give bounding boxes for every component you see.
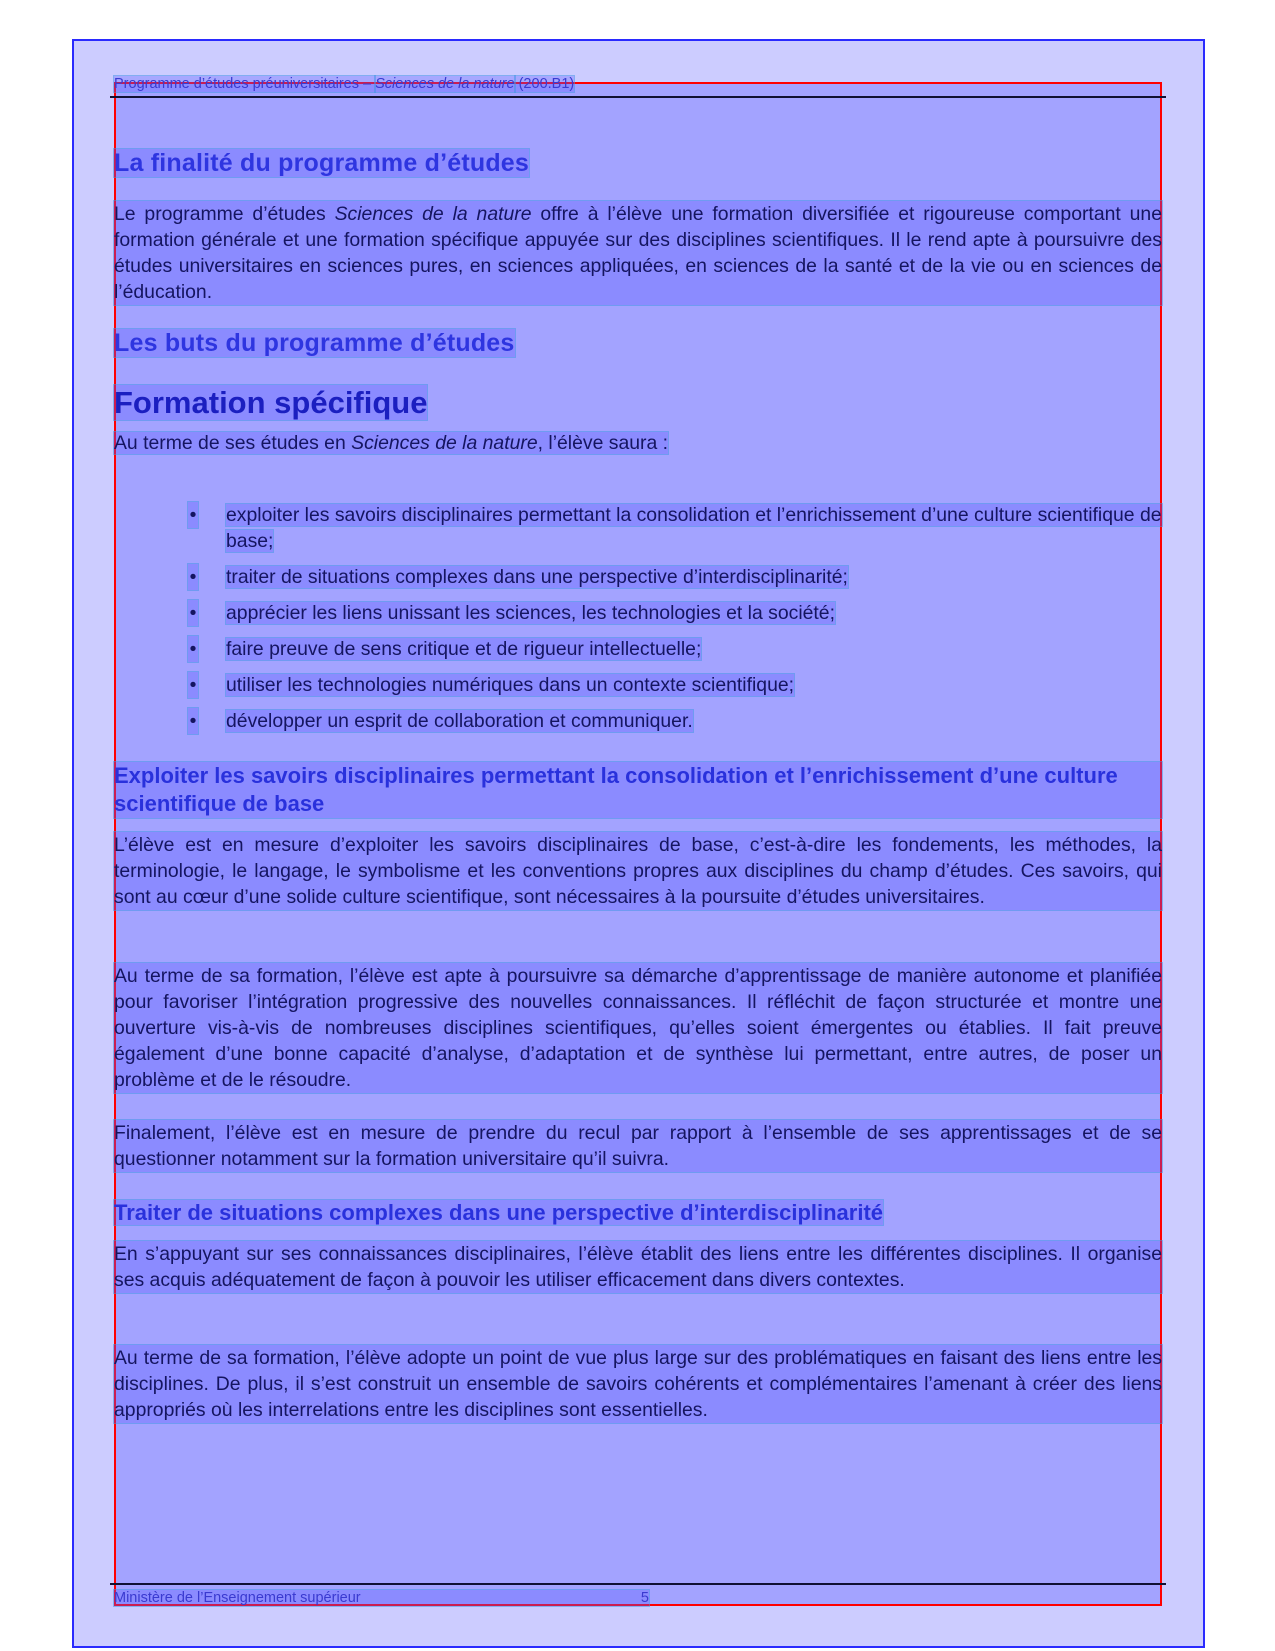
exploiter-text-3: Finalement, l’élève est en mesure de prendre du recul par rapport à l’ensemble de ses apprentissages et de se questionner notamment sur la formation universitaire qu’il suivra.	[114, 1122, 1162, 1170]
bullet-icon: •	[189, 566, 197, 588]
finalite-heading: La finalité du programme d’études	[114, 149, 529, 177]
finalite-heading-wrap	[114, 148, 1162, 178]
intro-program-name: Sciences de la nature	[351, 432, 538, 454]
exploiter-text-1: L’élève est en mesure d’exploiter les savoirs disciplinaires de base, c’est-à-dire les fondements, les méthodes, la terminologie, le langage, le symbolisme et les conventions propres aux disciplines du champ d’études. Ces savoirs, qui sont au cœur d’une solide culture scientifique, sont nécessaires à la poursuite d’études universitaires.	[114, 834, 1162, 908]
header-rule	[110, 96, 1166, 98]
bullet-icon: •	[189, 602, 197, 624]
bullet-icon: •	[189, 674, 197, 696]
finalite-paragraph	[114, 201, 1162, 305]
exploiter-heading-wrap	[114, 762, 1162, 818]
finalite-text-start: Le programme d’études	[114, 203, 335, 225]
traiter-heading: Traiter de situations complexes dans une perspective d’interdisciplinarité	[114, 1200, 884, 1225]
intro-end: , l’élève saura :	[537, 432, 669, 454]
running-footer	[114, 1590, 649, 1606]
list-item	[188, 600, 1162, 626]
exploiter-paragraph-1	[114, 832, 1162, 910]
exploiter-heading: Exploiter les savoirs disciplinaires permettant la consolidation et l’enrichissement d’une culture scientifique de base	[114, 762, 1162, 818]
traiter-text-1: En s’appuyant sur ses connaissances disciplinaires, l’élève établit des liens entre les différentes disciplines. Il organise ses acquis adéquatement de façon à pouvoir les utiliser efficacement dans divers contextes.	[114, 1243, 1162, 1291]
list-item	[188, 636, 1162, 662]
intro-line	[114, 430, 1162, 456]
traiter-paragraph-1	[114, 1241, 1162, 1293]
bullet-icon: •	[189, 504, 197, 526]
header-prefix: Programme d’études préuniversitaires –	[114, 76, 376, 92]
bullet-icon: •	[189, 638, 197, 660]
list-item	[188, 564, 1162, 590]
footer-rule	[110, 1583, 1166, 1585]
list-item	[188, 502, 1162, 554]
objective-text: faire preuve de sens critique et de rigueur intellectuelle;	[226, 638, 702, 660]
traiter-text-2: Au terme de sa formation, l’élève adopte un point de vue plus large sur des problématiques en faisant des liens entre les disciplines. De plus, il s’est construit un ensemble de savoirs cohérents et complémentaires l’amenant à créer des liens appropriés où les interrelations entre les disciplines sont essentielles.	[114, 1347, 1162, 1421]
finalite-program-name: Sciences de la nature	[334, 203, 532, 225]
objective-text: développer un esprit de collaboration et communiquer.	[226, 710, 693, 732]
objective-text: apprécier les liens unissant les sciences, les technologies et la société;	[226, 602, 835, 624]
header-code: (200.B1)	[514, 76, 575, 92]
formation-heading-wrap	[114, 385, 1162, 421]
intro-start: Au terme de ses études en	[114, 432, 352, 454]
list-item	[188, 708, 1162, 734]
exploiter-paragraph-2	[114, 963, 1162, 1093]
footer-ministry: Ministère de l’Enseignement supérieur	[114, 1590, 361, 1606]
objectives-list	[188, 502, 1162, 744]
objective-text: traiter de situations complexes dans une perspective d’interdisciplinarité;	[226, 566, 848, 588]
buts-heading: Les buts du programme d’études	[114, 329, 515, 357]
buts-heading-wrap	[114, 328, 1162, 358]
formation-heading: Formation spécifique	[114, 385, 428, 420]
running-header	[114, 76, 1162, 92]
objective-text: utiliser les technologies numériques dans un contexte scientifique;	[226, 674, 795, 696]
exploiter-text-2: Au terme de sa formation, l’élève est apte à poursuivre sa démarche d’apprentissage de manière autonome et planifiée pour favoriser l’intégration progressive des nouvelles connaissances. Il réfléchit de façon structurée et montre une ouverture vis-à-vis de nombreuses disciplines scientifiques, qu’elles soient émergentes ou établies. Il fait preuve également d’une bonne capacité d’analyse, d’adaptation et de synthèse lui permettant, entre autres, de poser un problème et de le résoudre.	[114, 965, 1162, 1091]
list-item	[188, 672, 1162, 698]
finalite-text-end: offre à l’élève une formation diversifiée et rigoureuse comportant une formation générale et une formation spécifique appuyée sur des disciplines scientifiques. Il le rend apte à poursuivre des études universitaires en sciences pures, en sciences appliquées, en sciences de la santé et de la vie ou en sciences de l’éducation.	[114, 203, 1162, 303]
page-number: 5	[640, 1590, 649, 1606]
traiter-paragraph-2	[114, 1345, 1162, 1423]
traiter-heading-wrap	[114, 1199, 1162, 1227]
header-program-name: Sciences de la nature	[375, 76, 515, 92]
objective-text: exploiter les savoirs disciplinaires permettant la consolidation et l’enrichissement d’une culture scientifique de base;	[226, 504, 1162, 552]
bullet-icon: •	[189, 710, 197, 732]
exploiter-paragraph-3	[114, 1120, 1162, 1172]
